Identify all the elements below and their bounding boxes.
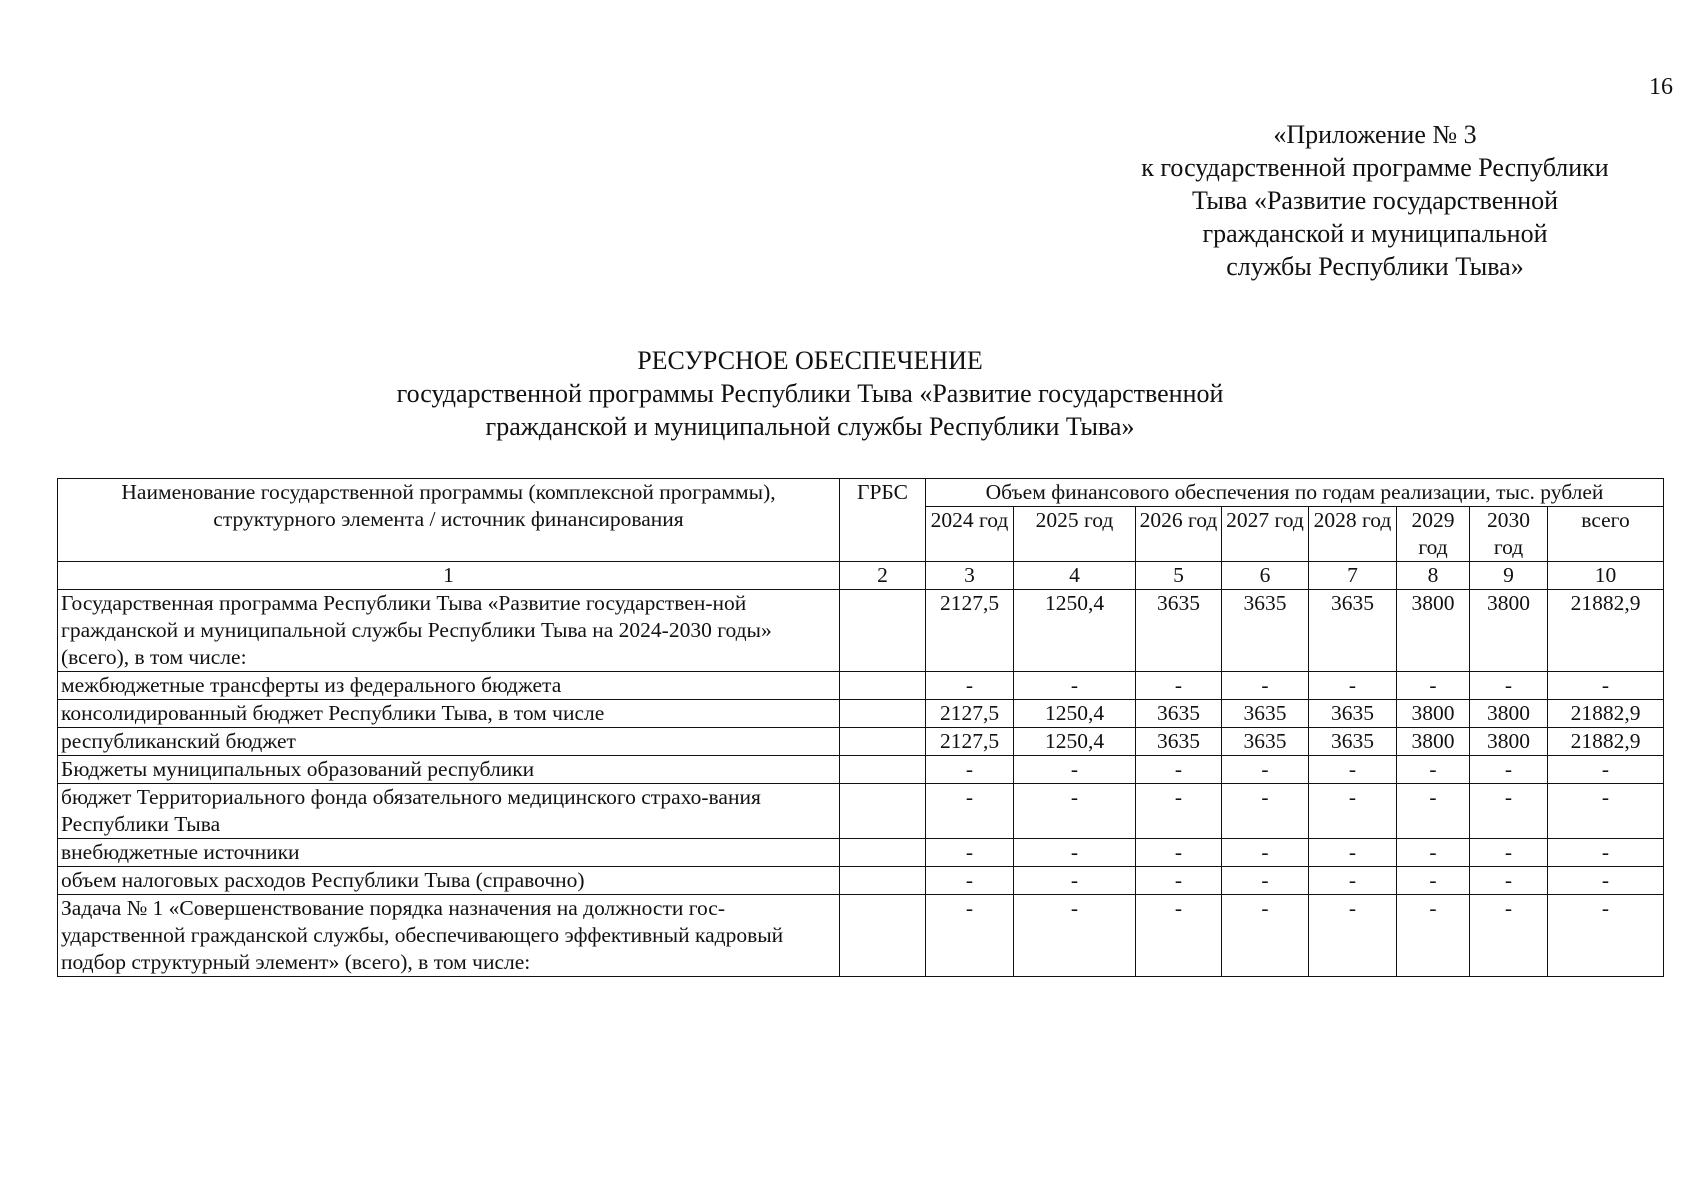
total-cell: 21882,9 (1548, 700, 1664, 728)
value-cell: 2127,5 (926, 728, 1014, 756)
value-cell: 3800 (1397, 590, 1470, 672)
value-cell: - (1309, 784, 1397, 839)
value-cell: - (1014, 672, 1136, 700)
year-header-cell: 2029 год (1397, 507, 1470, 562)
appendix-reference (1090, 118, 1660, 283)
value-cell: - (1309, 839, 1397, 867)
value-cell: - (1136, 895, 1222, 977)
title-line: РЕСУРСНОЕ ОБЕСПЕЧЕНИЕ (637, 346, 983, 375)
value-cell: 1250,4 (1014, 728, 1136, 756)
column-number-cell: 10 (1548, 562, 1664, 590)
resource-table (57, 478, 1664, 977)
value-cell: - (1222, 867, 1309, 895)
table-row (58, 784, 1664, 839)
title-line: гражданской и муниципальной службы Республики Тыва» (485, 412, 1135, 441)
value-cell: 3635 (1222, 700, 1309, 728)
value-cell: 3800 (1470, 590, 1548, 672)
value-cell: - (1222, 756, 1309, 784)
value-cell: 2127,5 (926, 700, 1014, 728)
table-row (58, 672, 1664, 700)
row-grbs-cell (840, 756, 926, 784)
total-cell: - (1548, 867, 1664, 895)
row-name-cell: Бюджеты муниципальных образований республики (58, 756, 840, 784)
table-row (58, 867, 1664, 895)
header-name-cell: Наименование государственной программы (комплексной программы), структурного элемента / источник финансирования (58, 479, 840, 562)
value-cell: 3635 (1136, 728, 1222, 756)
value-cell: 3635 (1309, 700, 1397, 728)
page-number: 16 (1649, 74, 1673, 100)
row-name-cell: Государственная программа Республики Тыва «Развитие государствен-ной гражданской и муниципальной службы Республики Тыва на 2024-2030 годы» (всего), в том числе: (58, 590, 840, 672)
year-header-cell: 2026 год (1136, 507, 1222, 562)
column-numbers-row (58, 562, 1664, 590)
value-cell: - (926, 784, 1014, 839)
value-cell: - (1470, 895, 1548, 977)
value-cell: 3635 (1309, 728, 1397, 756)
value-cell: - (1136, 672, 1222, 700)
value-cell: - (1136, 839, 1222, 867)
value-cell: 3800 (1397, 700, 1470, 728)
year-header-cell: 2030 год (1470, 507, 1548, 562)
value-cell: 3800 (1470, 728, 1548, 756)
total-header-cell: всего (1548, 507, 1664, 562)
total-cell: - (1548, 895, 1664, 977)
row-name-cell: бюджет Территориального фонда обязательного медицинского страхо-вания Республики Тыва (58, 784, 840, 839)
column-number-cell: 5 (1136, 562, 1222, 590)
value-cell: - (1136, 867, 1222, 895)
year-header-cell: 2025 год (1014, 507, 1136, 562)
column-number-cell: 8 (1397, 562, 1470, 590)
total-cell: - (1548, 672, 1664, 700)
value-cell: - (1222, 839, 1309, 867)
value-cell: 3635 (1309, 590, 1397, 672)
appendix-line: «Приложение № 3 (1273, 120, 1477, 149)
year-header-cell: 2024 год (926, 507, 1014, 562)
value-cell: - (1309, 895, 1397, 977)
row-name-cell: межбюджетные трансферты из федерального бюджета (58, 672, 840, 700)
value-cell: 3635 (1136, 590, 1222, 672)
row-name-cell: Задача № 1 «Совершенствование порядка назначения на должности гос-ударственной гражданской службы, обеспечивающего эффективный кадровый подбор структурный элемент» (всего), в том числе: (58, 895, 840, 977)
table-header-row (58, 479, 1664, 507)
year-header-cell: 2027 год (1222, 507, 1309, 562)
table-row (58, 590, 1664, 672)
value-cell: - (1309, 672, 1397, 700)
value-cell: - (1136, 756, 1222, 784)
table-row (58, 839, 1664, 867)
total-cell: - (1548, 784, 1664, 839)
value-cell: - (926, 839, 1014, 867)
value-cell: - (1397, 784, 1470, 839)
value-cell: - (1014, 784, 1136, 839)
row-grbs-cell (840, 728, 926, 756)
row-name-cell: республиканский бюджет (58, 728, 840, 756)
value-cell: - (926, 895, 1014, 977)
value-cell: - (1397, 839, 1470, 867)
value-cell: 3800 (1470, 700, 1548, 728)
column-number-cell: 3 (926, 562, 1014, 590)
value-cell: - (926, 867, 1014, 895)
value-cell: - (1014, 839, 1136, 867)
total-cell: 21882,9 (1548, 590, 1664, 672)
column-number-cell: 9 (1470, 562, 1548, 590)
title-line: государственной программы Республики Тыва «Развитие государственной (396, 379, 1224, 408)
row-grbs-cell (840, 590, 926, 672)
column-number-cell: 7 (1309, 562, 1397, 590)
document-title (330, 344, 1290, 443)
value-cell: - (926, 756, 1014, 784)
value-cell: - (1397, 672, 1470, 700)
value-cell: - (1309, 756, 1397, 784)
value-cell: 1250,4 (1014, 590, 1136, 672)
value-cell: - (1222, 895, 1309, 977)
value-cell: - (1397, 867, 1470, 895)
value-cell: - (1309, 867, 1397, 895)
row-name-cell: внебюджетные источники (58, 839, 840, 867)
row-grbs-cell (840, 839, 926, 867)
value-cell: - (1470, 839, 1548, 867)
value-cell: - (1470, 756, 1548, 784)
value-cell: 3635 (1136, 700, 1222, 728)
total-cell: - (1548, 756, 1664, 784)
row-grbs-cell (840, 672, 926, 700)
value-cell: 3635 (1222, 590, 1309, 672)
column-number-cell: 4 (1014, 562, 1136, 590)
value-cell: - (1014, 895, 1136, 977)
value-cell: - (1470, 672, 1548, 700)
column-number-cell: 1 (58, 562, 840, 590)
value-cell: - (1222, 784, 1309, 839)
table-row (58, 728, 1664, 756)
column-number-cell: 2 (840, 562, 926, 590)
value-cell: - (1397, 756, 1470, 784)
row-name-cell: объем налоговых расходов Республики Тыва (справочно) (58, 867, 840, 895)
value-cell: - (1222, 672, 1309, 700)
header-grbs-cell: ГРБС (840, 479, 926, 562)
value-cell: - (926, 672, 1014, 700)
appendix-line: к государственной программе Республики (1141, 153, 1609, 182)
year-header-cell: 2028 год (1309, 507, 1397, 562)
appendix-line: службы Республики Тыва» (1226, 252, 1524, 281)
row-grbs-cell (840, 867, 926, 895)
table-row (58, 895, 1664, 977)
table-row (58, 756, 1664, 784)
value-cell: - (1014, 756, 1136, 784)
total-cell: - (1548, 839, 1664, 867)
value-cell: 3800 (1397, 728, 1470, 756)
value-cell: 3635 (1222, 728, 1309, 756)
row-grbs-cell (840, 895, 926, 977)
value-cell: - (1397, 895, 1470, 977)
header-volume-cell: Объем финансового обеспечения по годам реализации, тыс. рублей (926, 479, 1664, 507)
row-grbs-cell (840, 700, 926, 728)
row-grbs-cell (840, 784, 926, 839)
value-cell: - (1470, 784, 1548, 839)
appendix-line: Тыва «Развитие государственной (1191, 186, 1559, 215)
row-name-cell: консолидированный бюджет Республики Тыва, в том числе (58, 700, 840, 728)
value-cell: - (1136, 784, 1222, 839)
value-cell: - (1470, 867, 1548, 895)
value-cell: - (1014, 867, 1136, 895)
value-cell: 1250,4 (1014, 700, 1136, 728)
total-cell: 21882,9 (1548, 728, 1664, 756)
appendix-line: гражданской и муниципальной (1202, 219, 1548, 248)
column-number-cell: 6 (1222, 562, 1309, 590)
value-cell: 2127,5 (926, 590, 1014, 672)
table-row (58, 700, 1664, 728)
